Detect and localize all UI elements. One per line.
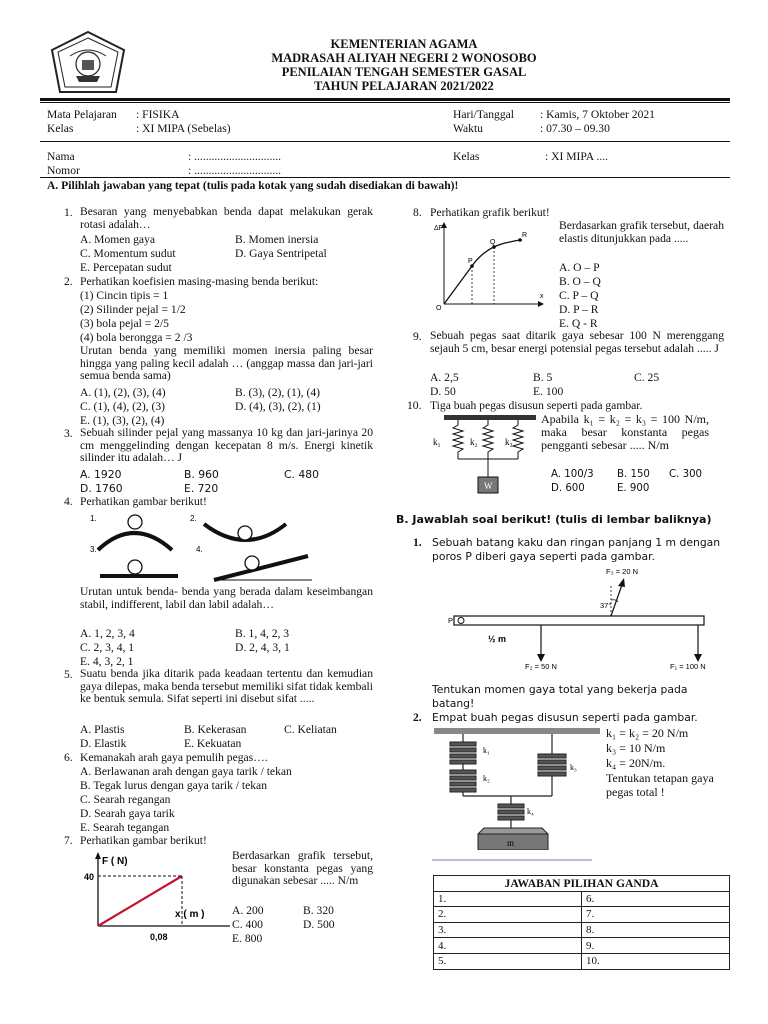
q8-point-p: P bbox=[468, 258, 473, 265]
b2-mass-label: m bbox=[507, 838, 515, 848]
q10-weight-label: W bbox=[484, 481, 493, 491]
q2-number: 2. bbox=[64, 275, 73, 288]
q4-text-2: Urutan untuk benda- benda yang berada dalam keseimbangan stabil, indifferent, labil dan labil adalah… bbox=[80, 585, 373, 611]
q3-option-d[interactable]: D. 1760 bbox=[80, 482, 123, 495]
q7-text: Perhatikan gambar berikut! bbox=[80, 834, 207, 847]
name-field[interactable]: : .............................. bbox=[188, 150, 282, 163]
b2-question: Tentukan tetapan gaya pegas total ! bbox=[606, 771, 714, 799]
q8-point-q: Q bbox=[490, 239, 496, 246]
day-date-value: : Kamis, 7 Oktober 2021 bbox=[540, 108, 655, 121]
b1-half-meter-label: ½ m bbox=[488, 634, 507, 644]
b2-number: 2. bbox=[413, 711, 422, 724]
q8-y-axis-label: ΔF bbox=[434, 225, 443, 232]
q10-option-d[interactable]: D. 600 bbox=[551, 483, 585, 494]
b2-text: Empat buah pegas disusun seperti pada gambar. bbox=[432, 711, 698, 724]
q5-option-b[interactable]: B. Kekerasan bbox=[184, 723, 247, 736]
b2-k4-label: k₄ bbox=[527, 807, 534, 816]
q4-text: Perhatikan gambar berikut! bbox=[80, 495, 207, 508]
q10-option-c[interactable]: C. 300 bbox=[669, 469, 703, 480]
answer-cell-2[interactable]: 2. bbox=[434, 907, 582, 923]
q7-option-d[interactable]: D. 500 bbox=[303, 918, 335, 931]
class2-value: : XI MIPA .... bbox=[545, 150, 609, 163]
q5-number: 5. bbox=[64, 668, 73, 681]
q6-option-d[interactable]: D. Searah gaya tarik bbox=[80, 807, 175, 820]
q3-number: 3. bbox=[64, 427, 73, 440]
number-label: Nomor bbox=[47, 164, 80, 177]
b1-rod-figure bbox=[448, 566, 718, 672]
q4-fig-label-4: 4. bbox=[196, 545, 203, 554]
q6-option-e[interactable]: E. Searah tegangan bbox=[80, 821, 170, 834]
q10-text: Tiga buah pegas disusun seperti pada gambar. bbox=[430, 399, 643, 412]
q7-option-e[interactable]: E. 800 bbox=[232, 932, 263, 945]
q3-option-c[interactable]: C. 480 bbox=[284, 468, 320, 481]
q2-option-e[interactable]: E. (1), (3), (2), (4) bbox=[80, 414, 165, 427]
name-divider bbox=[40, 177, 730, 178]
q3-text: Sebuah silinder pejal yang massanya 10 kg dan jari-jarinya 20 cm menggelinding dengan kecepatan 8 m/s. Energi kinetik silinder itu adalah… J bbox=[80, 426, 373, 465]
q7-text-2: Berdasarkan grafik tersebut, besar konstanta pegas yang digunakan sebesar ..... N/m bbox=[232, 849, 373, 888]
q4-option-e[interactable]: E. 4, 3, 2, 1 bbox=[80, 655, 134, 668]
q7-option-c[interactable]: C. 400 bbox=[232, 918, 263, 931]
answer-table bbox=[433, 875, 730, 970]
q1-option-e[interactable]: E. Percepatan sudut bbox=[80, 261, 172, 274]
answer-cell-1[interactable]: 1. bbox=[434, 891, 582, 907]
q2-option-a[interactable]: A. (1), (2), (3), (4) bbox=[80, 386, 166, 399]
q7-x-tick: 0,08 bbox=[150, 932, 168, 942]
header-line-1: KEMENTERIAN AGAMA bbox=[330, 37, 478, 51]
q5-option-c[interactable]: C. Keliatan bbox=[284, 723, 337, 736]
subject-label: Mata Pelajaran bbox=[47, 108, 117, 121]
q7-option-a[interactable]: A. 200 bbox=[232, 904, 264, 917]
q10-k3-label: k₃ bbox=[505, 437, 513, 447]
q4-option-d[interactable]: D. 2, 4, 3, 1 bbox=[235, 641, 290, 654]
q7-option-b[interactable]: B. 320 bbox=[303, 904, 334, 917]
q8-option-c[interactable]: C. P – Q bbox=[559, 289, 599, 302]
q2-text: Perhatikan koefisien masing-masing benda berikut: bbox=[80, 275, 319, 288]
b1-f3-label: F₃ = 20 N bbox=[606, 567, 639, 576]
class-label: Kelas bbox=[47, 122, 74, 135]
q4-number: 4. bbox=[64, 495, 73, 508]
b1-f1-label: F₁ = 100 N bbox=[670, 662, 706, 671]
q2-item-2: (2) Silinder pejal = 1/2 bbox=[80, 303, 186, 316]
q3-option-e[interactable]: E. 720 bbox=[184, 482, 219, 495]
class-value: : XI MIPA (Sebelas) bbox=[136, 122, 231, 135]
q7-y-tick: 40 bbox=[84, 872, 95, 882]
q8-option-d[interactable]: D. P – R bbox=[559, 303, 599, 316]
q8-point-r: R bbox=[522, 232, 528, 239]
b1-f2-label: F₂ = 50 N bbox=[525, 662, 557, 671]
b1-angle-label: 37° bbox=[600, 601, 612, 610]
q2-option-b[interactable]: B. (3), (2), (1), (4) bbox=[235, 386, 320, 399]
answer-cell-5[interactable]: 5. bbox=[434, 953, 582, 969]
q7-y-axis-label: F ( N) bbox=[102, 856, 128, 867]
q2-item-1: (1) Cincin tipis = 1 bbox=[80, 289, 169, 302]
header-divider-thin bbox=[40, 102, 730, 103]
q8-option-b[interactable]: B. O – Q bbox=[559, 275, 601, 288]
info-divider bbox=[40, 141, 730, 142]
q10-k2-label: k₂ bbox=[470, 437, 478, 447]
q10-option-b[interactable]: B. 150 bbox=[617, 469, 650, 480]
answer-cell-3[interactable]: 3. bbox=[434, 922, 582, 938]
header-line-2: MADRASAH ALIYAH NEGERI 2 WONOSOBO bbox=[271, 51, 537, 65]
q2-item-3: (3) bola pejal = 2/5 bbox=[80, 317, 169, 330]
answer-cell-7[interactable]: 7. bbox=[582, 907, 730, 923]
section-b-title: B. Jawablah soal berikut! (tulis di lembar baliknya) bbox=[396, 513, 712, 526]
q9-text: Sebuah pegas saat ditarik gaya sebesar 100 N merenggang sejauh 5 cm, besar energi potensial pegas tersebut adalah ..... J bbox=[430, 329, 724, 355]
b1-text: Sebuah batang kaku dan ringan panjang 1 m dengan poros P diberi gaya seperti pada gambar. bbox=[432, 536, 721, 563]
q2-item-4: (4) bola berongga = 2 /3 bbox=[80, 331, 193, 344]
b2-k4-value: k₄ = 20N/m. bbox=[606, 756, 666, 770]
answer-cell-10[interactable]: 10. bbox=[582, 953, 730, 969]
q4-figure bbox=[86, 510, 316, 585]
q8-number: 8. bbox=[413, 206, 422, 219]
q8-x-axis-label: x bbox=[540, 293, 544, 300]
q3-option-a[interactable]: A. 1920 bbox=[80, 468, 122, 481]
q8-text: Perhatikan grafik berikut! bbox=[430, 206, 550, 219]
class2-label: Kelas bbox=[453, 150, 480, 163]
q7-graph bbox=[82, 852, 232, 944]
q9-option-c[interactable]: C. 25 bbox=[634, 371, 660, 384]
q6-text: Kemanakah arah gaya pemulih pegas…. bbox=[80, 751, 268, 764]
subject-value: : FISIKA bbox=[136, 108, 180, 121]
header-line-3: PENILAIAN TENGAH SEMESTER GASAL bbox=[281, 65, 527, 79]
q4-fig-label-3: 3. bbox=[90, 545, 97, 554]
b1-number: 1. bbox=[413, 536, 422, 549]
answer-cell-8[interactable]: 8. bbox=[582, 922, 730, 938]
q9-number: 9. bbox=[413, 330, 422, 343]
q10-option-e[interactable]: E. 900 bbox=[617, 483, 650, 494]
q8-origin-label: O bbox=[436, 305, 442, 312]
q6-option-c[interactable]: C. Searah regangan bbox=[80, 793, 171, 806]
q4-option-c[interactable]: C. 2, 3, 4, 1 bbox=[80, 641, 135, 654]
time-value: : 07.30 – 09.30 bbox=[540, 122, 610, 135]
q4-fig-label-1: 1. bbox=[90, 514, 97, 523]
q1-text: Besaran yang menyebabkan benda dapat melakukan gerak rotasi adalah… bbox=[80, 205, 373, 231]
q10-spring-figure bbox=[430, 413, 542, 495]
q10-number: 10. bbox=[407, 399, 422, 412]
b1-text-2: Tentukan momen gaya total yang bekerja pada batang! bbox=[432, 683, 688, 710]
q2-option-c[interactable]: C. (1), (4), (2), (3) bbox=[80, 400, 165, 413]
q5-option-d[interactable]: D. Elastik bbox=[80, 737, 127, 750]
q8-graph bbox=[432, 220, 550, 312]
q1-option-b[interactable]: B. Momen inersia bbox=[235, 233, 319, 246]
q7-number: 7. bbox=[64, 834, 73, 847]
q3-option-b[interactable]: B. 960 bbox=[184, 468, 219, 481]
b2-k3-label: k₃ bbox=[570, 763, 577, 772]
q1-option-a[interactable]: A. Momen gaya bbox=[80, 233, 156, 246]
q9-option-b[interactable]: B. 5 bbox=[533, 371, 553, 384]
q8-text-2: Berdasarkan grafik tersebut, daerah elastis ditunjukkan pada ..... bbox=[559, 219, 724, 245]
answer-table-title: JAWABAN PILIHAN GANDA bbox=[434, 876, 730, 892]
q6-option-a[interactable]: A. Berlawanan arah dengan gaya tarik / tekan bbox=[80, 765, 292, 778]
q6-option-b[interactable]: B. Tegak lurus dengan gaya tarik / tekan bbox=[80, 779, 267, 792]
q5-option-e[interactable]: E. Kekuatan bbox=[184, 737, 242, 750]
q7-x-axis-label: x ( m ) bbox=[175, 909, 205, 920]
q4-option-a[interactable]: A. 1, 2, 3, 4 bbox=[80, 627, 135, 640]
q4-option-b[interactable]: B. 1, 4, 2, 3 bbox=[235, 627, 290, 640]
answer-cell-9[interactable]: 9. bbox=[582, 938, 730, 954]
b2-k2-label: k₂ bbox=[483, 774, 490, 783]
q9-option-e[interactable]: E. 100 bbox=[533, 385, 564, 398]
b2-k12-value: k₁ = k₂ = 20 N/m bbox=[606, 726, 689, 740]
q6-number: 6. bbox=[64, 751, 73, 764]
b2-k3-value: k₃ = 10 N/m bbox=[606, 741, 666, 755]
b2-spring-figure bbox=[432, 726, 602, 850]
q8-option-e[interactable]: E. Q - R bbox=[559, 317, 598, 330]
header-divider-thick bbox=[40, 98, 730, 101]
q10-text-2: Apabila k₁ = k₂ = k₃ = 100 N/m, maka besar konstanta pegas pengganti sebesar ..... N/m bbox=[541, 412, 709, 452]
b2-k1-label: k₁ bbox=[483, 746, 490, 755]
b1-pivot-label: P bbox=[448, 616, 454, 625]
answer-cell-6[interactable]: 6. bbox=[582, 891, 730, 907]
name-label: Nama bbox=[47, 150, 75, 163]
q1-number: 1. bbox=[64, 206, 73, 219]
q9-option-a[interactable]: A. 2,5 bbox=[430, 371, 459, 384]
q10-k1-label: k₁ bbox=[433, 437, 441, 447]
answer-cell-4[interactable]: 4. bbox=[434, 938, 582, 954]
time-label: Waktu bbox=[453, 122, 483, 135]
q8-option-a[interactable]: A. O – P bbox=[559, 261, 600, 274]
header-line-4: TAHUN PELAJARAN 2021/2022 bbox=[314, 79, 494, 93]
q5-text: Suatu benda jika ditarik pada keadaan tertentu dan kemudian gaya dilepas, maka benda tersebut memiliki sifat tidak kembali ke bentuk semula. Sifat seperti ini disebut sifat ..... bbox=[80, 667, 373, 706]
q10-option-a[interactable]: A. 100/3 bbox=[551, 469, 594, 480]
section-a-title: A. Pilihlah jawaban yang tepat (tulis pada kotak yang sudah disediakan di bawah)! bbox=[47, 179, 459, 192]
day-date-label: Hari/Tanggal bbox=[453, 108, 514, 121]
q1-option-d[interactable]: D. Gaya Sentripetal bbox=[235, 247, 327, 260]
q4-fig-label-2: 2. bbox=[190, 514, 197, 523]
q2-text-2: Urutan benda yang memiliki momen inersia paling besar hingga yang paling kecil adalah … (anggap massa dan jari-jari semua benda sama) bbox=[80, 344, 373, 383]
q9-option-d[interactable]: D. 50 bbox=[430, 385, 456, 398]
q5-option-a[interactable]: A. Plastis bbox=[80, 723, 125, 736]
q2-option-d[interactable]: D. (4), (3), (2), (1) bbox=[235, 400, 321, 413]
number-field[interactable]: : .............................. bbox=[188, 164, 282, 177]
decorative-divider bbox=[432, 859, 592, 861]
q1-option-c[interactable]: C. Momentum sudut bbox=[80, 247, 176, 260]
